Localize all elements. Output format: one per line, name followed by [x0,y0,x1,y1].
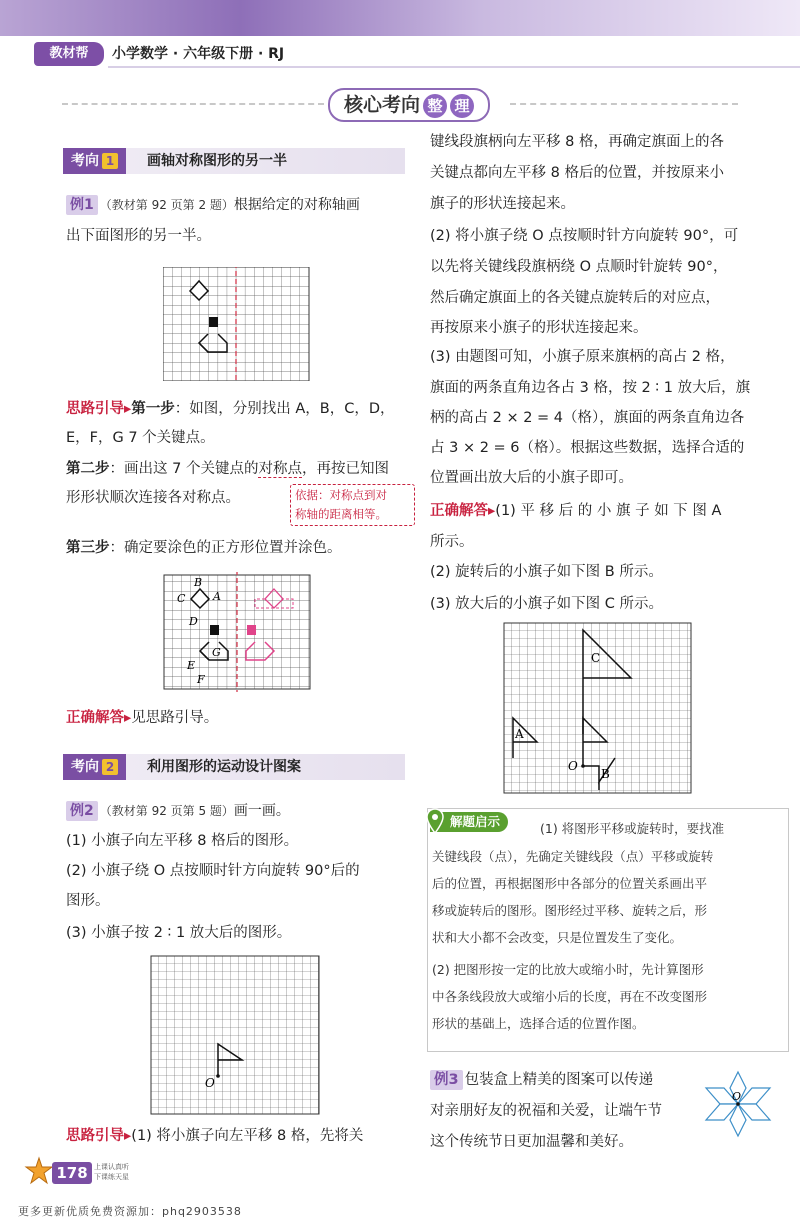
topic2-num: 2 [102,759,118,775]
page-slogan-2: 下课练天星 [94,1173,129,1181]
example3-text-3: 这个传统节日更加温馨和美好。 [430,1134,633,1150]
hint2-r11: 占 3 × 2 = 6（格）。根据这些数据，选择合适的 [430,440,745,456]
hint1-step2-underlined: 对称点 [258,461,302,477]
label-A: A [213,590,221,603]
label-C: C [177,592,186,605]
label-F: F [197,673,205,686]
tip-t8: 形状的基础上，选择合适的位置作图。 [432,1016,645,1031]
page-number: 178 [52,1162,92,1184]
topic1-tag-text: 考向 [71,153,99,169]
answer1-line: 正确解答▸见思路引导。 [66,710,219,726]
example1-num: 1 [84,197,94,213]
location-pin-icon [426,808,444,834]
hint1-step1-title: 第一步 [131,401,175,417]
hint1-line5 [66,534,342,563]
section-title [328,88,490,122]
tip-t5: 状和大小都不会改变，只是位置发生了变化。 [432,930,683,945]
hint1-label: 思路引导 [66,401,124,417]
hint2-r5: 以先将关键线段旗柄绕 O 点顺时针旋转 90°， [430,259,728,275]
answer2-a2: (2) 旋转后的小旗子如下图 B 所示。 [430,564,663,580]
section-title-badge-2: 理 [450,94,474,118]
page-slogan [94,1162,129,1182]
tip-t4: 移或旋转后的图形。图形经过平移、旋转之后，形 [432,903,708,918]
hint2-text: (1) 将小旗子向左平移 8 格，先将关 [131,1128,364,1144]
topic1-num: 1 [102,153,118,169]
hint1-note-line1: 依据：对称点到对 [295,488,387,502]
answer2-line1: 正确解答▸(1) 平 移 后 的 小 旗 子 如 下 图 A [430,503,722,519]
example2-q3: (3) 小旗子按 2 ∶ 1 放大后的图形。 [66,925,292,941]
example2-tag [66,801,98,821]
example1-text-2: 出下面图形的另一半。 [66,228,211,244]
section-dash-left [62,103,324,105]
hint2-r6: 然后确定旗面上的各关键点旋转后的对应点， [430,290,720,306]
label-O-3: O [732,1090,742,1103]
header-divider [108,66,800,68]
tip-t6: (2) 把图形按一定的比放大或缩小时，先计算图形 [432,962,704,977]
topic1-banner [63,148,405,174]
hint1-step2-text-b: ，再按已知图 [301,461,389,477]
pink-square [247,625,256,635]
star-logo-icon [24,1156,54,1186]
point-O [216,1074,220,1078]
example1-text-1: 根据给定的对称轴画 [233,197,360,213]
hint1-step2-title: 第二步 [66,461,110,477]
hint2-line1: 思路引导▸(1) 将小旗子向左平移 8 格，先将关 [66,1128,364,1144]
book-title: 小学数学 · 六年级下册 · RJ [112,46,285,62]
grid-figure-4 [503,622,693,794]
hint2-r3: 旗子的形状连接起来。 [430,196,575,212]
example1-ref: （教材第 92 页第 2 题） [99,198,234,212]
example2-q2b: 图形。 [66,893,110,909]
tip-t3: 后的位置，再根据图形中各部分的位置关系画出平 [432,876,708,891]
answer1-text: 见思路引导。 [131,710,219,726]
hint1-step3-title: 第三步 [66,540,110,556]
example3-line1 [430,1066,653,1095]
answer1-label: 正确解答 [66,710,124,726]
example2-q1: (1) 小旗子向左平移 8 格后的图形。 [66,833,299,849]
example1-tag [66,195,98,215]
label-D: D [189,615,198,628]
topic2-tag-text: 考向 [71,759,99,775]
answer2-a3: (3) 放大后的小旗子如下图 C 所示。 [430,596,663,612]
bottom-note: 更多更新优质免费资源加：phq2903538 [18,1205,242,1218]
hint2-r4: (2) 将小旗子绕 O 点按顺时针方向旋转 90°，可 [430,228,739,244]
hint1-note-line2: 称轴的距离相等。 [295,507,387,521]
topic2-tag [63,754,126,780]
example1-line1 [66,190,360,220]
hint2-r1: 键线段旗柄向左平移 8 格，再确定旗面上的各 [430,134,724,150]
answer2-a1b: 所示。 [430,534,474,550]
hint2-r12: 位置画出放大后的小旗子即可。 [430,470,633,486]
point-O-2 [581,764,585,768]
tip-t1: (1) 将图形平移或旋转时，要找准 [540,821,725,836]
hint1-step2-text-a: ：画出这 7 个关键点的 [109,461,259,477]
tip-label: 解题启示 [430,812,508,832]
label-O-1: O [205,1076,215,1090]
grid-2-lines [164,575,310,689]
example2-tag-text: 例 [70,803,84,819]
label-flag-A: A [515,727,524,741]
black-square-1 [209,317,218,327]
hint2-r10: 柄的高占 2 × 2 = 4（格），旗面的两条直角边各 [430,410,745,426]
grid-figure-3 [150,955,320,1115]
black-square-2 [210,625,219,635]
hint1-step1-text: ：如图，分别找出 A，B，C，D， [174,401,395,417]
example3-tag [430,1070,463,1090]
topic1-tag [63,148,126,174]
example3-num: 3 [448,1072,459,1088]
hint1-line3 [66,455,389,484]
example2-q2a: (2) 小旗子绕 O 点按顺时针方向旋转 90°后的 [66,863,360,879]
label-O-2: O [568,759,578,773]
grid-figure-2 [163,572,313,692]
brand-badge: 教材帮 [34,42,104,66]
hint2-r2: 关键点都向左平移 8 格后的位置，并按原来小 [430,165,724,181]
header-banner [0,0,800,36]
hint2-r9: 旗面的两条直角边各占 3 格，按 2 ∶ 1 放大后，旗 [430,380,751,396]
hint1-step3-text: ：确定要涂色的正方形位置并涂色。 [109,540,342,556]
example2-num: 2 [84,803,94,819]
grid-3-lines [151,956,319,1114]
tip-t2: 关键线段（点），先确定关键线段（点）平移或旋转 [432,849,714,864]
hint1-step2-text-2: 形形状顺次连接各对称点。 [66,490,240,506]
hint2-r7: 再按原来小旗子的形状连接起来。 [430,320,648,336]
star-pattern [700,1068,780,1164]
example1-tag-text: 例 [70,197,84,213]
example3-text-2: 对亲朋好友的祝福和关爱，让端午节 [430,1103,662,1119]
label-B: B [194,576,203,589]
page-slogan-1: 上课认真听 [94,1163,129,1171]
label-flag-B: B [601,767,610,781]
example3-text-1: 包装盒上精美的图案可以传递 [464,1072,654,1088]
example2-text: 画一画。 [233,803,290,819]
hint1-step1-text-2: E，F，G 7 个关键点。 [66,430,215,446]
topic2-banner [63,754,405,780]
grid-4-lines [504,623,691,793]
section-title-text: 核心考向 [344,94,421,116]
topic2-title: 利用图形的运动设计图案 [147,759,301,775]
example2-line1 [66,796,290,826]
label-flag-C: C [591,651,601,665]
answer2-a1a: (1) 平 移 后 的 小 旗 子 如 下 图 A [495,503,722,519]
label-G: G [212,646,221,659]
answer2-label: 正确解答 [430,503,488,519]
section-dash-right [510,103,738,105]
example2-ref: （教材第 92 页第 5 题） [99,804,234,818]
tip-t7: 中各条线段放大或缩小后的长度，再在不改变图形 [432,989,708,1004]
grid-figure-1 [163,267,311,381]
example3-tag-text: 例 [434,1072,449,1088]
hint2-r8: (3) 由题图可知，小旗子原来旗柄的高占 2 格， [430,349,735,365]
label-E: E [187,659,196,672]
hint1-note [290,484,415,526]
hint1-line1: 思路引导▸第一步：如图，分别找出 A，B，C，D， [66,401,395,417]
section-title-badge-1: 整 [423,94,447,118]
topic1-title: 画轴对称图形的另一半 [147,153,287,169]
hint2-label: 思路引导 [66,1128,124,1144]
